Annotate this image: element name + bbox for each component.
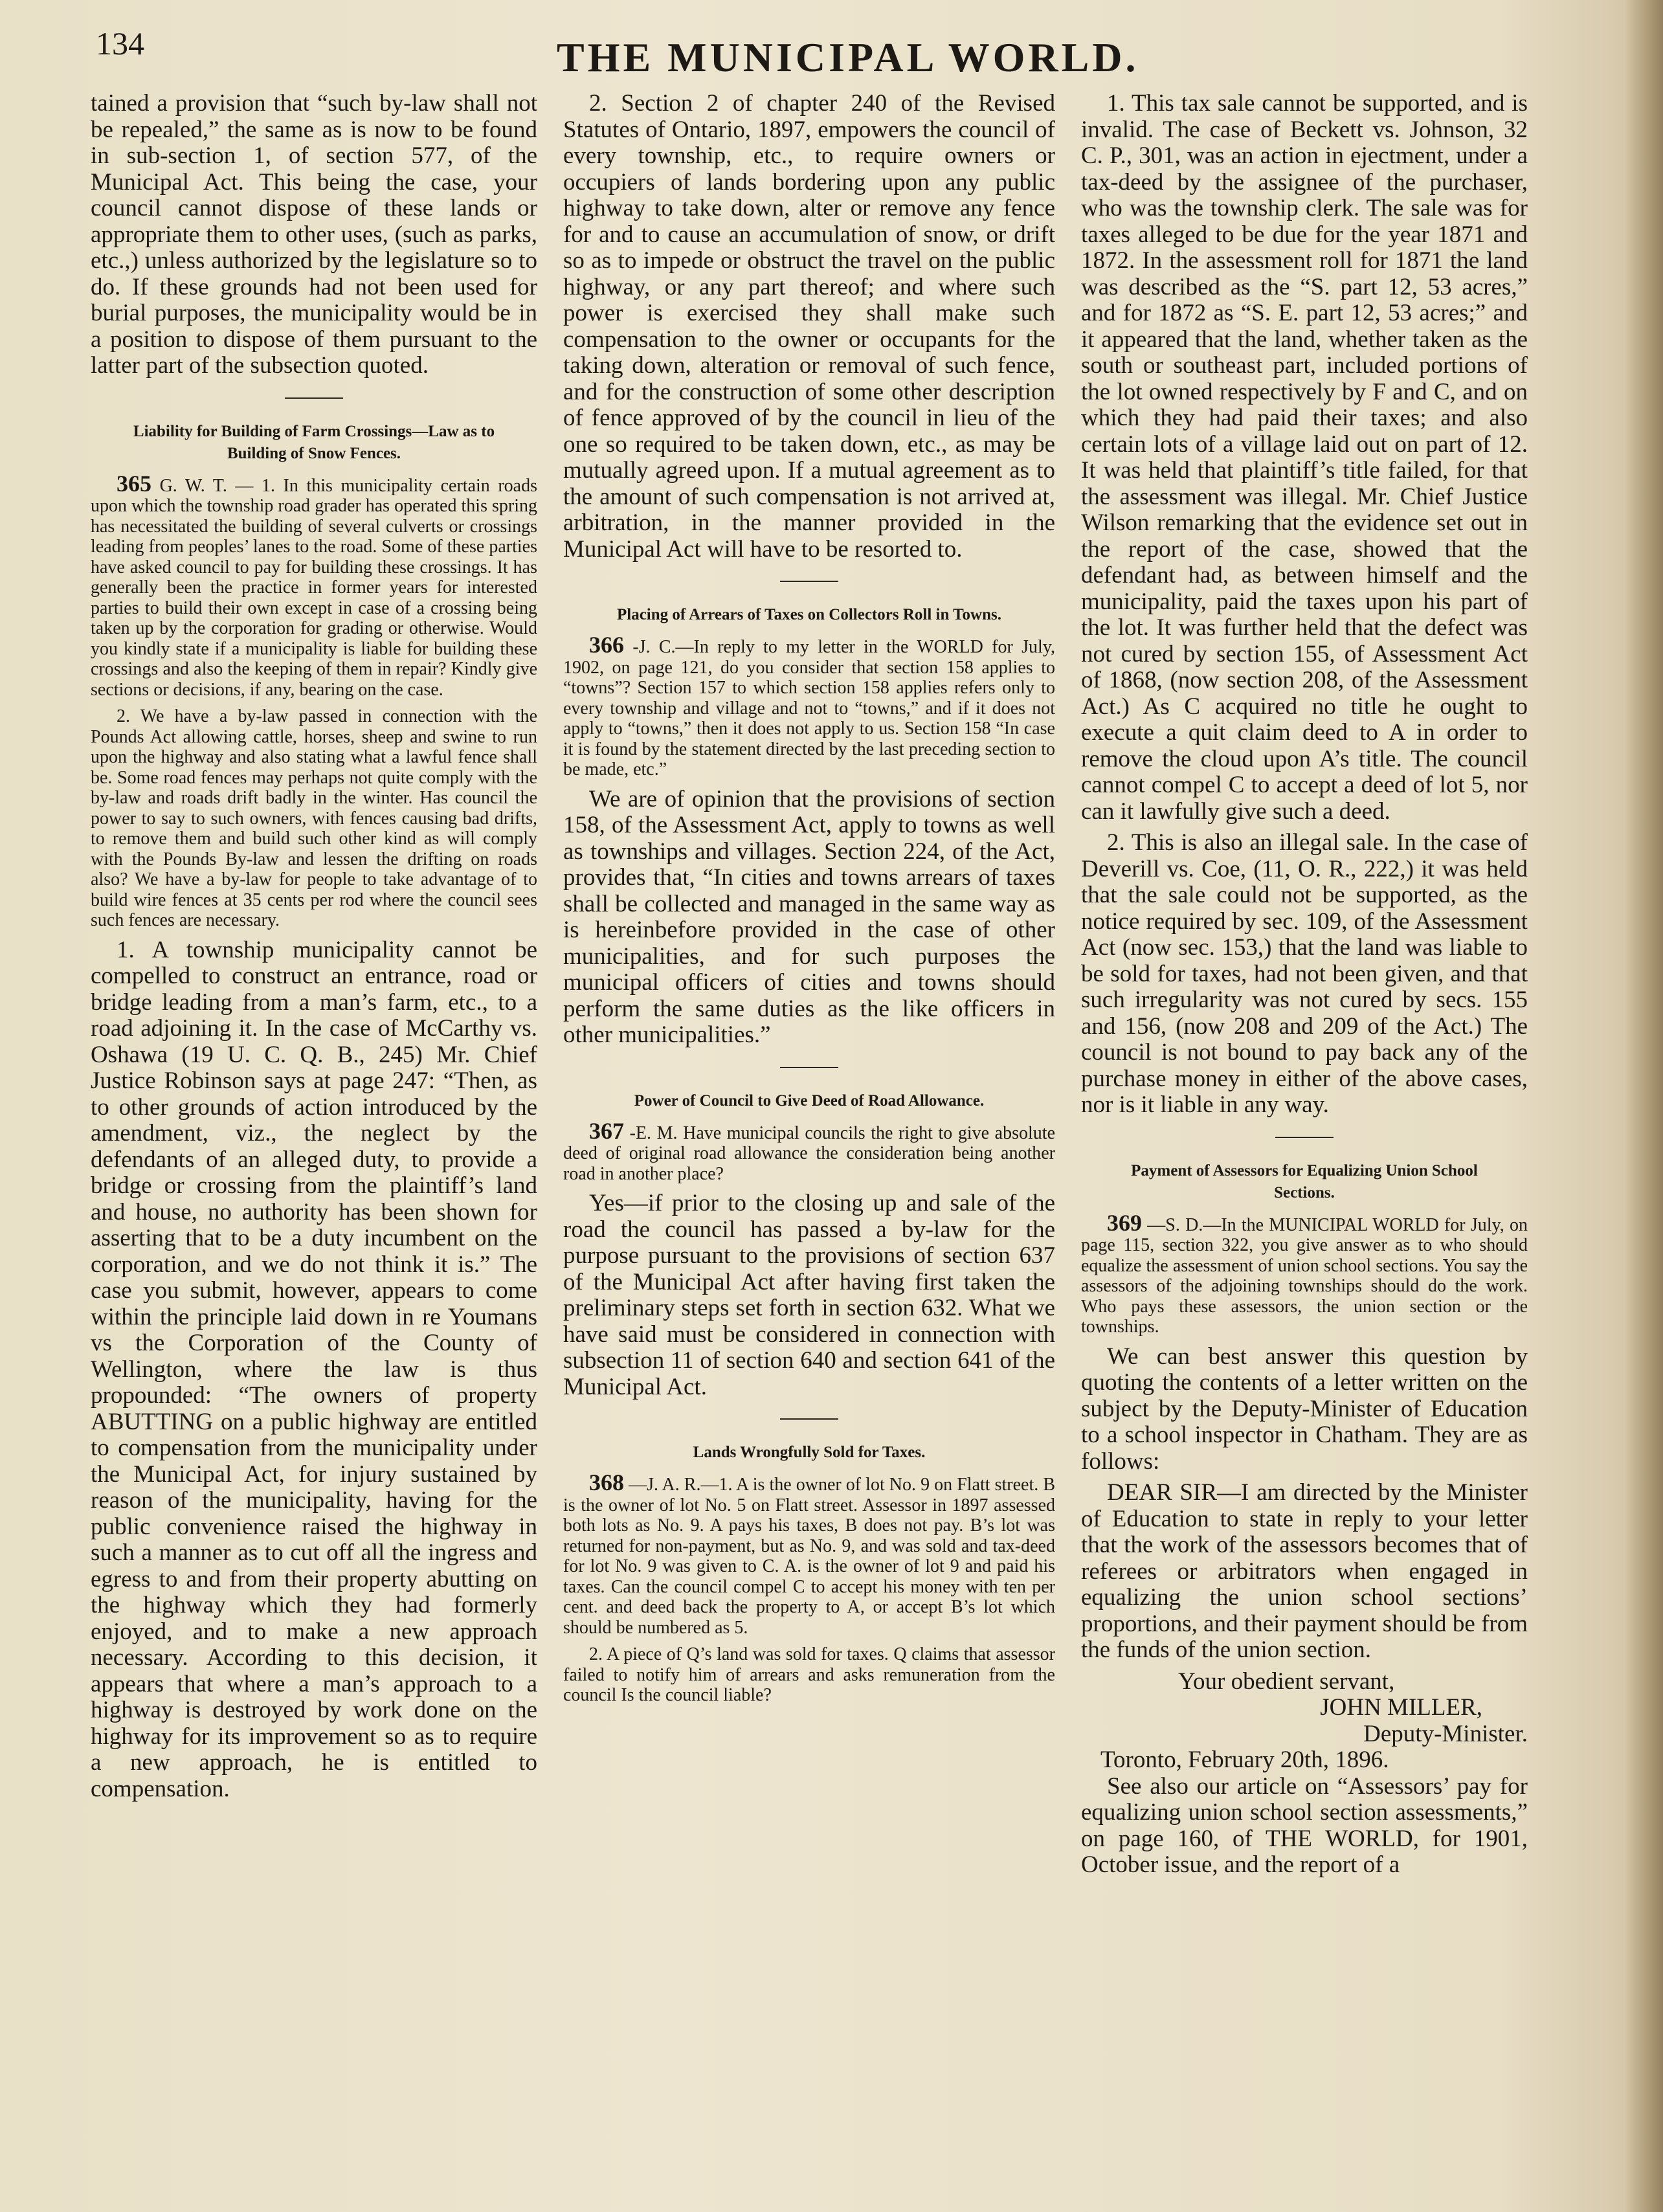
column-left: [91, 91, 537, 1807]
letter-signatory: JOHN MILLER,: [1320, 1694, 1482, 1721]
answer-369: We can best answer this question by quoting the contents of a letter written on the subject by the Deputy-Minister of Education to a school inspector in Chatham. They are as follows:: [1081, 1343, 1528, 1475]
heading-366: Placing of Arrears of Taxes on Collectors Roll in Towns.: [616, 606, 1001, 623]
question-text: —J. A. R.—1. A is the owner of lot No. 9 on Flatt street. B is the owner of lot No. 5 on Flatt street. Assessor in 1897 assessed both lots as No. 9. A pays his taxes, B does not pay. B’s lot was returned for non-payment, but as No. 9, and was sold and tax-deed for lot No. 9 was given to C. A. is the owner of lot 9 and paid his taxes. Can the council compel C to accept his money with ten per cent. and deed back the property to A, or accept B’s lot which should be numbered as 5.: [563, 1475, 1055, 1638]
question-text: -E. M. Have municipal councils the right to give absolute deed of original road allowance the consideration being another road in another place?: [563, 1123, 1055, 1184]
letter-signatory-title: Deputy-Minister.: [1363, 1720, 1528, 1747]
question-number: 368: [589, 1469, 624, 1495]
question-368-part2: 2. A piece of Q’s land was sold for taxes. Q claims that assessor failed to notify him of arrears and asks remuneration from the council Is the council liable?: [563, 1644, 1055, 1705]
question-367: [563, 1117, 1055, 1185]
question-number: 367: [589, 1117, 624, 1144]
page-number: 134: [96, 25, 144, 61]
question-368: [563, 1469, 1055, 1638]
answer-365-part2: 2. Section 2 of chapter 240 of the Revised Statutes of Ontario, 1897, empowers the council of every township, etc., to require owners or occupiers of lands bordering upon any public highway to take down, alter or remove any fence for and to cause an accumulation of snow, or drift so as to impede or obstruct the travel on the public highway, or any part thereof; and where such power is exercised they shall make such compensation to the owner or occupants for the taking down, alteration or removal of such fence, and for the construction of some other description of fence approved of by the council in lieu of the one so required to be taken down, etc., as may be mutually agreed upon. If a mutual agreement as to the amount of such compensation is not arrived at, arbitration, in the manner provided in the Municipal Act will have to be resorted to.: [563, 90, 1055, 563]
column-right: [1081, 91, 1528, 1884]
answer-368-part2: 2. This is also an illegal sale. In the case of Deverill vs. Coe, (11, O. R., 222,) it was held that the sale could not be supported, as the notice required by sec. 109, of the Assessment Act (now sec. 153,) that the land was liable to be sold for taxes, had not been given, and that such irregularity was not cured by secs. 155 and 156, (now 208 and 209 of the Act.) The council is not bound to pay back any of the purchase money in either of the above cases, nor is it liable in any way.: [1081, 829, 1528, 1118]
intro-paragraph: tained a provision that “such by-law shall not be repealed,” the same as is now to be found in sub-section 1, of section 577, of the Municipal Act. This being the case, your council cannot dispose of these lands or appropriate them to other uses, (such as parks, etc.,) unless authorized by the legislature so to do. If these grounds had not been used for burial purposes, the municipality would be in a position to dispose of them pursuant to the latter part of the subsection quoted.: [91, 90, 537, 379]
column-middle: [563, 91, 1055, 1712]
running-title: THE MUNICIPAL WORLD.: [557, 34, 1139, 80]
letter-closing: Your obedient servant,: [1178, 1668, 1395, 1695]
section-divider: [285, 397, 343, 399]
question-number: 365: [117, 470, 151, 497]
heading-365: Liability for Building of Farm Crossings—Law as to Building of Snow Fences.: [133, 422, 495, 462]
heading-369: Payment of Assessors for Equalizing Union School Sections.: [1131, 1161, 1478, 1201]
section-divider: [1275, 1137, 1334, 1138]
section-divider: [780, 1418, 838, 1420]
section-divider: [780, 581, 838, 582]
question-369: [1081, 1209, 1528, 1337]
heading-368: Lands Wrongfully Sold for Taxes.: [693, 1444, 926, 1461]
question-text: G. W. T. — 1. In this municipality certain roads upon which the township road grader has operated this spring has necessitated the building of several culverts or crossings leading from peoples’ lanes to the road. Some of these parties have asked council to pay for building these crossings. It has generally been the practice in former years for interested parties to build their own except in case of a crossing being taken up by the corporation for grading or otherwise. Would you kindly state if a municipality is liable for building these crossings and also the keeping of them in repair? Kindly give sections or decisions, if any, bearing on the case.: [91, 475, 537, 700]
answer-366: We are of opinion that the provisions of section 158, of the Assessment Act, apply to towns as well as townships and villages. Section 224, of the Act, provides that, “In cities and towns arrears of taxes shall be collected and managed in the same way as is hereinbefore provided in the case of other municipalities, and for such purposes the municipal officers of cities and towns should perform the same duties as the like officers in other municipalities.”: [563, 785, 1055, 1048]
quoted-letter: DEAR SIR—I am directed by the Minister of Education to state in reply to your letter that the work of the assessors becomes that of referees or arbitrators when engaged in equalizing the union school sections’ proportions, and their payment should be from the funds of the union section.: [1081, 1479, 1528, 1663]
page-spine-shadow: [1624, 0, 1663, 2212]
question-text: -J. C.—In reply to my letter in the WORLD for July, 1902, on page 121, do you consider that section 158 applies to “towns”? Section 157 to which section 158 applies refers only to every township and village and not to “towns,” and if it does not apply to “towns,” then it does not apply to us. Section 158 “In case it is found by the statement directed by the last preceding section to be made, etc.”: [563, 637, 1056, 779]
question-365: [91, 470, 537, 700]
question-365-part2: 2. We have a by-law passed in connection with the Pounds Act allowing cattle, horses, sheep and swine to run upon the highway and also stating what a lawful fence shall be. Some road fences may perhaps not quite comply with the by-law and roads drift badly in the winter. Has council the power to say to such owners, with fences causing bad drifts, to remove them and build such other kind as will comply with the Pounds By-law and lessen the drifting on roads also? We have a by-law for people to take advantage of to build wire fences at 35 cents per rod where the council sees such fences are necessary.: [91, 706, 537, 930]
answer-369-continued: See also our article on “Assessors’ pay for equalizing union school section assessments,” on page 160, of THE WORLD, for 1901, October issue, and the report of a: [1081, 1772, 1528, 1878]
letter-date: Toronto, February 20th, 1896.: [1100, 1747, 1389, 1773]
question-number: 366: [589, 632, 624, 658]
answer-368-part1: 1. This tax sale cannot be supported, and is invalid. The case of Beckett vs. Johnson, 32 C. P., 301, was an action in ejectment, under a tax-deed by the assignee of the purchaser, who was the township clerk. The sale was for taxes alleged to be due for the year 1871 and 1872. In the assessment roll for 1871 the land was described as the “S. part 12, 53 acres,” and for 1872 as “S. E. part 12, 53 acres;” and it appeared that the land, whether taken as the south or southeast part, included portions of the lot owned respectively by F and C, and on which they had paid their taxes; and also certain lots of a village laid out on part of 12. It was held that plaintiff’s title failed, for that the assessment was illegal. Mr. Chief Justice Wilson remarking that the evidence set out in the report of the case, showed that the defendant had, as between himself and the municipality, paid the taxes upon his part of the lot. It was further held that the defect was not cured by section 155, of Assessment Act of 1868, (now section 208, of the Assessment Act.) As C acquired no title he ought to execute a quit claim deed to A in order to remove the cloud upon A’s title. The council cannot compel C to accept a deed of lot 5, nor can it lawfully give such a deed.: [1081, 90, 1528, 825]
question-366: [563, 632, 1056, 780]
heading-367: Power of Council to Give Deed of Road Allowance.: [634, 1091, 985, 1110]
answer-367: Yes—if prior to the closing up and sale of the road the council has passed a by-law for the purpose pursuant to the provisions of section 637 of the Municipal Act after having first taken the preliminary steps set forth in section 632. What we have said must be considered in connection with subsection 11 of section 640 and section 641 of the Municipal Act.: [563, 1190, 1055, 1400]
question-text: —S. D.—In the MUNICIPAL WORLD for July, on page 115, section 322, you give answer as to who should equalize the assessment of union school sections. You say the assessors of the adjoining townships should do the work. Who pays these assessors, the union section or the townships.: [1081, 1214, 1528, 1337]
question-number: 369: [1107, 1209, 1142, 1236]
answer-365-part1: 1. A township municipality cannot be compelled to construct an entrance, road or bridge leading from a man’s farm, etc., to a road adjoining it. In the case of McCarthy vs. Oshawa (19 U. C. Q. B., 245) Mr. Chief Justice Robinson says at page 247: “Then, as to other grounds of action introduced by the amendment, viz., the neglect by the defendants of an alleged duty, to provide a bridge or crossing from the plaintiff’s land and house, no authority has been shown for asserting that to be a duty incumbent on the corporation, and we do not think it is.” The case you submit, however, appears to come within the principle laid down in re Youmans vs the Corporation of the County of Wellington, where the law is thus propounded: “The owners of property ABUTTING on a public highway are entitled to compensation from the municipality under the Municipal Act, for injury sustained by reason of the municipality, having for the public convenience raised the highway in such a manner as to cut off all the ingress and egress to and from their property abutting on the highway which they had formerly enjoyed, and to make a new approach necessary. According to this decision, it appears that where a man’s approach to a highway is destroyed by work done on the highway for its improvement so as to require a new approach, he is entitled to compensation.: [91, 936, 537, 1802]
section-divider: [780, 1067, 838, 1068]
